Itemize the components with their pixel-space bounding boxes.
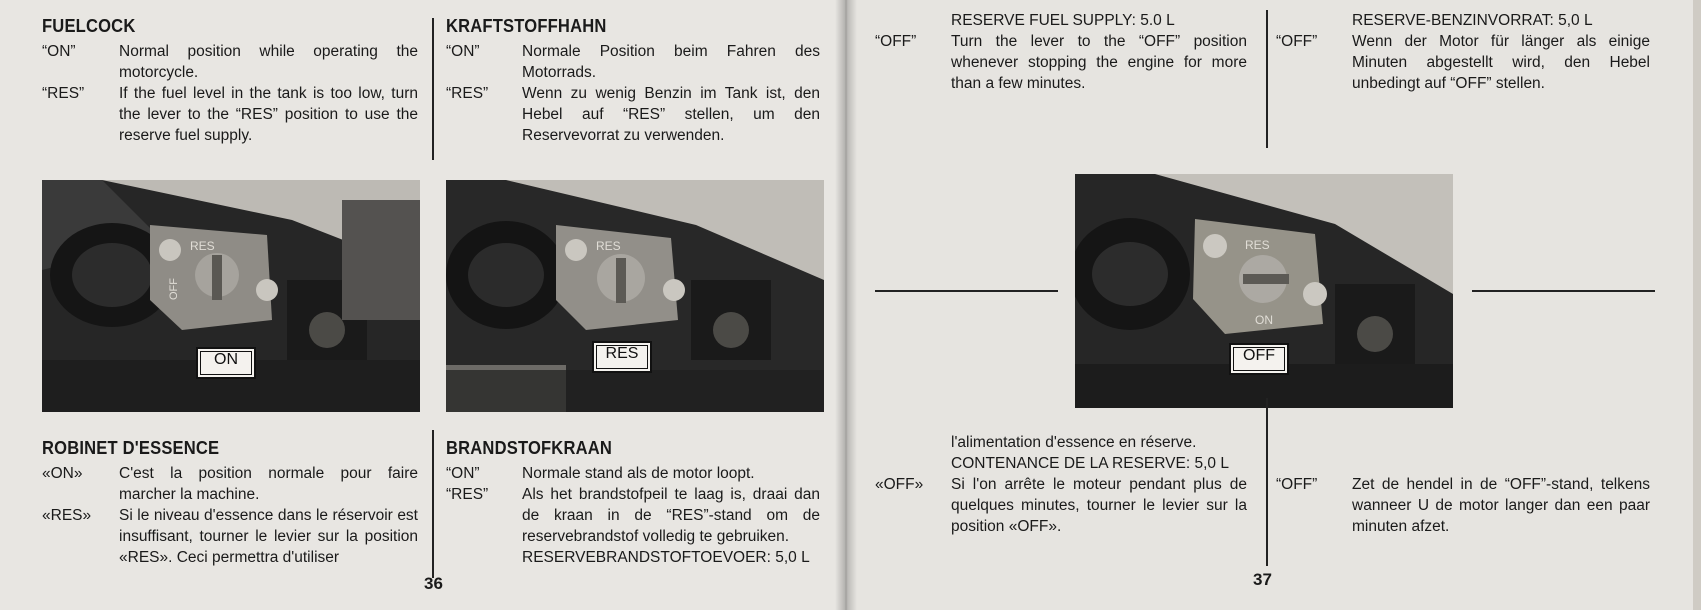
- fuelcock-continued-en: [875, 10, 1247, 94]
- position-desc: If the fuel level in the tank is too low, turn the lever to the “RES” position to use the reserve fuel supply.: [119, 85, 418, 144]
- position-label-on: ON: [196, 347, 256, 379]
- fuelcock-continued-de: [1276, 10, 1650, 94]
- position-key: “OFF”: [1276, 476, 1318, 493]
- reserve-capacity: CONTENANCE DE LA RESERVE: 5,0 L: [951, 455, 1229, 472]
- position-key: “ON”: [446, 465, 480, 482]
- position-desc: Normale Position beim Fahren des Motorrads.: [522, 43, 820, 81]
- svg-text:ON: ON: [1255, 313, 1273, 327]
- section-heading: ROBINET D'ESSENCE: [42, 438, 220, 458]
- position-desc: Zet de hendel in de “OFF”-stand, telkens wanneer U de motor langer dan een paar minuten afzet.: [1352, 476, 1650, 535]
- list-item: [446, 463, 820, 484]
- reserve-capacity: RESERVEBRANDSTOFTOEVOER: 5,0 L: [522, 549, 810, 566]
- horizontal-rule: [875, 290, 1058, 292]
- column-divider: [432, 18, 434, 160]
- svg-text:RES: RES: [596, 239, 621, 253]
- list-item: [42, 41, 418, 83]
- column-divider: [1266, 398, 1268, 566]
- fuelcock-continued-nl: [1276, 474, 1650, 537]
- list-item: [875, 474, 1247, 537]
- fuelcock-photo-res: [446, 180, 824, 412]
- page-number: 36: [424, 574, 443, 593]
- position-key: “RES”: [42, 85, 85, 102]
- position-key: «ON»: [42, 465, 83, 482]
- list-item: [446, 83, 820, 146]
- column-divider: [1266, 10, 1268, 148]
- position-key: “RES”: [446, 85, 489, 102]
- position-desc: Wenn zu wenig Benzin im Tank ist, den Hebel auf “RES” stellen, um den Reservevorrat zu verwenden.: [522, 85, 820, 144]
- svg-text:RES: RES: [190, 239, 215, 253]
- page-number: 37: [1253, 570, 1272, 589]
- position-desc: C'est la position normale pour faire marcher la machine.: [119, 465, 418, 503]
- position-desc: Wenn der Motor für länger als einige Minuten abgestellt wird, den Hebel unbedingt auf “OFF” stellen.: [1352, 33, 1650, 92]
- list-item: [1276, 474, 1650, 537]
- list-item: [42, 463, 418, 505]
- position-key: «OFF»: [875, 476, 924, 493]
- list-item: [446, 41, 820, 83]
- position-key: “ON”: [446, 43, 480, 60]
- list-item: [875, 31, 1247, 94]
- page-edge: [1693, 0, 1701, 610]
- section-heading: KRAFTSTOFFHAHN: [446, 16, 607, 36]
- text-line: l'alimentation d'essence en réserve.: [951, 434, 1197, 451]
- position-label-off: OFF: [1229, 343, 1289, 375]
- list-item: [42, 505, 418, 568]
- reserve-capacity: RESERVE-BENZINVORRAT: 5,0 L: [1352, 12, 1593, 29]
- fuelcock-photo-on: [42, 180, 420, 412]
- left-page: [0, 0, 845, 610]
- position-desc: Si l'on arrête le moteur pendant plus de quelques minutes, tourner le levier sur la position «OFF».: [951, 476, 1247, 535]
- position-desc: Normal position while operating the motorcycle.: [119, 43, 418, 81]
- fuelcock-section-fr: [42, 438, 418, 568]
- position-key: “RES”: [446, 486, 489, 503]
- position-desc: Normale stand als de motor loopt.: [522, 465, 755, 482]
- fuelcock-image: [446, 180, 824, 412]
- fuelcock-section-de: [446, 16, 820, 146]
- fuelcock-section-nl: [446, 438, 820, 568]
- fuelcock-continued-fr: [875, 432, 1247, 537]
- svg-text:OFF: OFF: [168, 278, 180, 300]
- horizontal-rule: [1472, 290, 1655, 292]
- section-heading: BRANDSTOFKRAAN: [446, 438, 613, 458]
- position-desc: Si le niveau d'essence dans le réservoir est insuffisant, tourner le levier sur la position «RES». Ceci permettra d'utiliser: [119, 507, 418, 566]
- position-key: “OFF”: [1276, 33, 1318, 50]
- position-label-res: RES: [592, 341, 652, 373]
- list-item: [1276, 31, 1650, 94]
- fuelcock-photo-off: [1075, 174, 1453, 408]
- position-key: “ON”: [42, 43, 76, 60]
- book-gutter: [835, 0, 857, 610]
- position-key: «RES»: [42, 507, 92, 524]
- position-desc: Als het brandstofpeil te laag is, draai dan de kraan in de “RES”-stand om de reservebrandstof volledig te gebruiken.: [522, 486, 820, 545]
- right-page: [845, 0, 1701, 610]
- svg-text:RES: RES: [1245, 238, 1270, 252]
- section-heading: FUELCOCK: [42, 16, 136, 36]
- column-divider: [432, 430, 434, 578]
- list-item: [446, 484, 820, 547]
- list-item: [42, 83, 418, 146]
- position-desc: Turn the lever to the “OFF” position whenever stopping the engine for more than a few minutes.: [951, 33, 1247, 92]
- reserve-capacity: RESERVE FUEL SUPPLY: 5.0 L: [951, 12, 1175, 29]
- fuelcock-section-en: [42, 16, 418, 146]
- position-key: “OFF”: [875, 33, 917, 50]
